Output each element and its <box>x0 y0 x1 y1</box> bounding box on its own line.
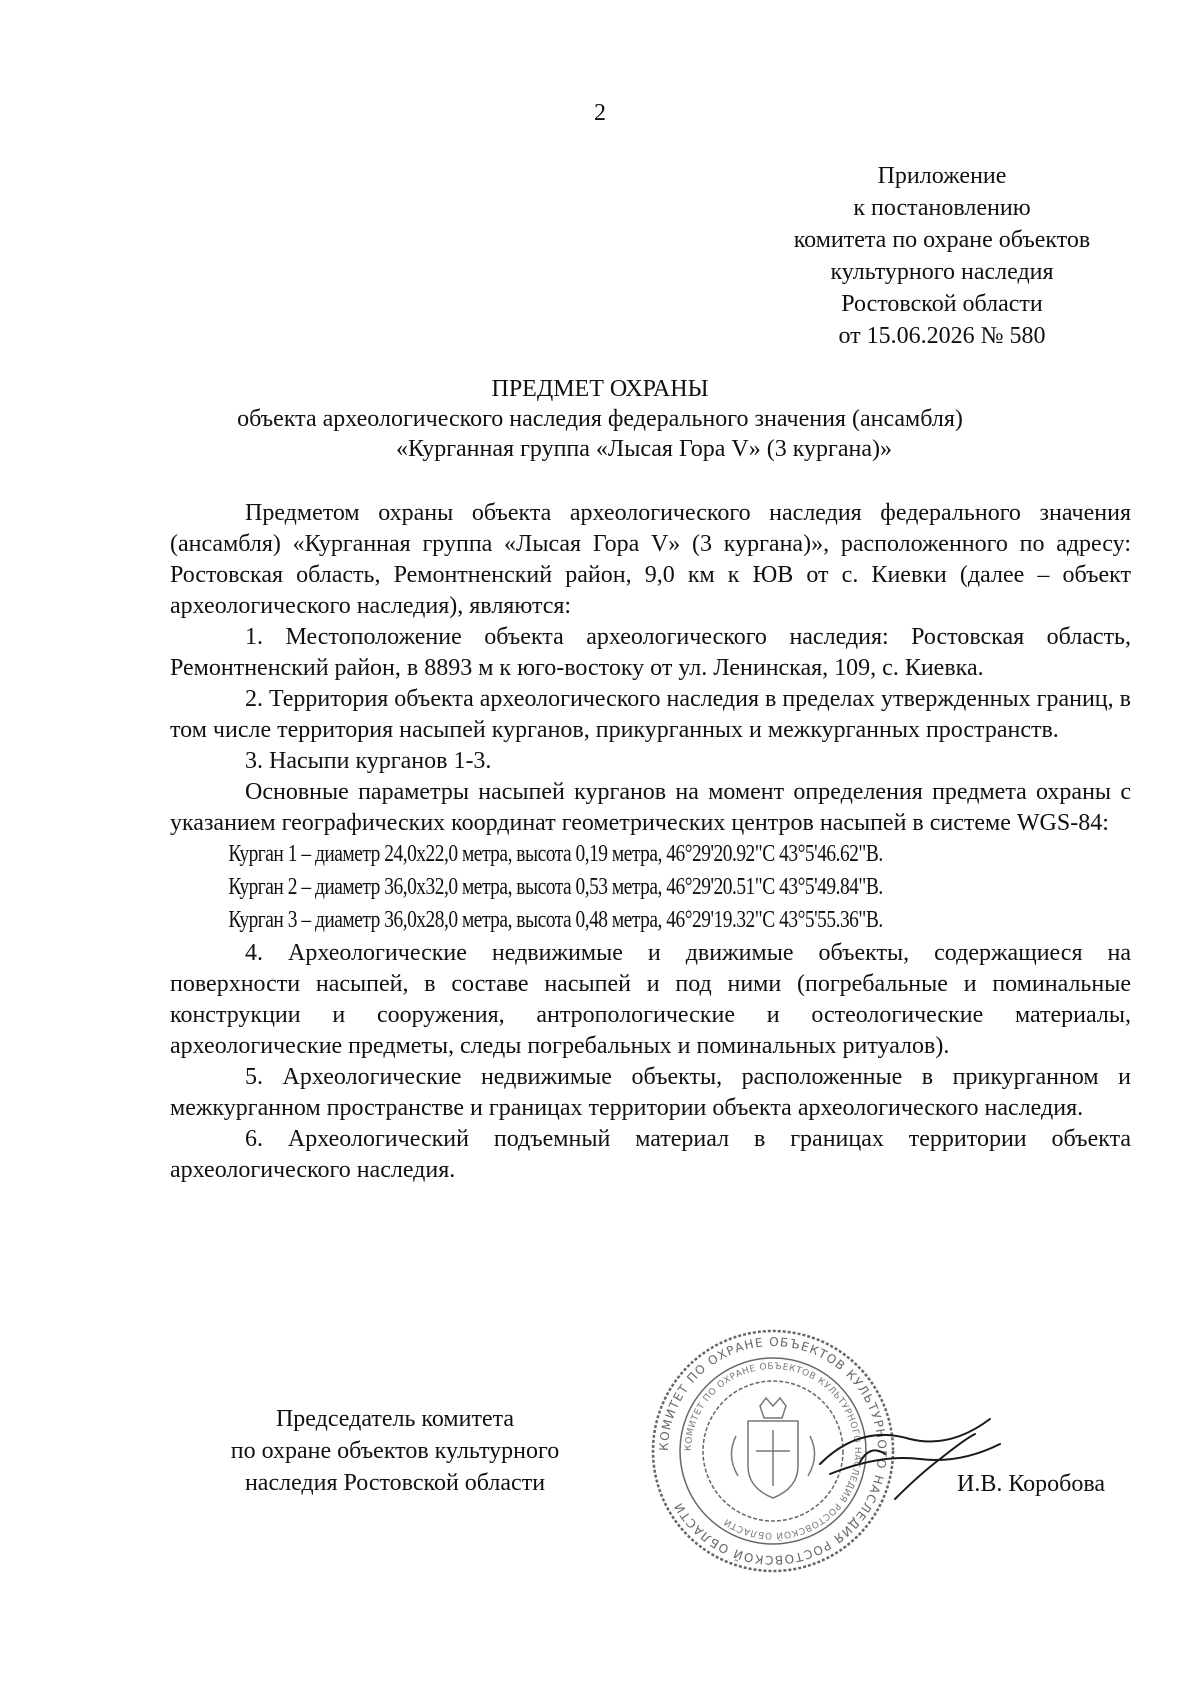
signatory-position-line: Председатель комитета <box>275 1406 515 1432</box>
appendix-line: к постановлению <box>853 195 1031 221</box>
item-mounds: 3. Насыпи курганов 1-3. <box>245 748 492 774</box>
signatory-position <box>160 1403 630 1499</box>
appendix-line: Ростовской области <box>841 291 1043 317</box>
barrow-row: Курган 3 – диаметр 36,0х28,0 метра, высота 0,48 метра, 46°29'19.32"С 43°5'55.36"В. <box>228 907 883 933</box>
item-territory: 2. Территория объекта археологического наследия в пределах утвержденных границ, в том числе территория насыпей курганов, прикурганных и межкурганных пространств. <box>170 686 1131 743</box>
document-body <box>170 498 1131 1186</box>
appendix-block <box>742 160 1142 352</box>
barrow-row: Курган 1 – диаметр 24,0х22,0 метра, высота 0,19 метра, 46°29'20.92"С 43°5'46.62"В. <box>228 841 883 867</box>
heading-title: ПРЕДМЕТ ОХРАНЫ <box>491 376 709 402</box>
appendix-line: от 15.06.2026 № 580 <box>838 323 1046 349</box>
item-location: 1. Местоположение объекта археологического наследия: Ростовская область, Ремонтненский район, в 8893 м к юго-востоку от ул. Ленинская, 109, с. Киевка. <box>170 624 1131 681</box>
item-surface-material: 6. Археологический подъемный материал в границах территории объекта археологического наследия. <box>170 1126 1131 1183</box>
signatory-position-line: по охране объектов культурного <box>230 1438 560 1464</box>
params-intro-paragraph: Основные параметры насыпей курганов на момент определения предмета охраны с указанием географических координат геометрических центров насыпей в системе WGS-84: <box>170 779 1131 836</box>
appendix-line: культурного наследия <box>830 259 1054 285</box>
appendix-line: комитета по охране объектов <box>793 227 1091 253</box>
heading-subtitle: объекта археологического наследия федерального значения (ансамбля) <box>237 406 963 432</box>
item-objects: 4. Археологические недвижимые и движимые объекты, содержащиеся на поверхности насыпей, в составе насыпей и под ними (погребальные и поминальные конструкции и сооружения, антропологические и остеологические материалы, археологические предметы, следы погребальных и поминальных ритуалов). <box>170 940 1131 1059</box>
appendix-line: Приложение <box>877 163 1007 189</box>
signatory-position-line: наследия Ростовской области <box>244 1470 546 1496</box>
document-heading <box>0 374 1200 464</box>
seal-inner-text: КОМИТЕТ ПО ОХРАНЕ ОБЪЕКТОВ КУЛЬТУРНОГО НАСЛЕДИЯ РОСТОВСКОЙ ОБЛАСТИ <box>683 1361 863 1541</box>
barrow-row: Курган 2 – диаметр 36,0х32,0 метра, высота 0,53 метра, 46°29'20.51"С 43°5'49.84"В. <box>228 874 883 900</box>
seal-outer-text: КОМИТЕТ ПО ОХРАНЕ ОБЪЕКТОВ КУЛЬТУРНОГО НАСЛЕДИЯ РОСТОВСКОЙ ОБЛАСТИ <box>656 1334 890 1568</box>
heading-subtitle-object: «Курганная группа «Лысая Гора V» (3 кургана)» <box>395 436 893 462</box>
item-immovable-objects: 5. Археологические недвижимые объекты, расположенные в прикурганном и межкурганном пространстве и границах территории объекта археологического наследия. <box>170 1064 1131 1121</box>
signatory-name: И.В. Коробова <box>957 1471 1106 1497</box>
page-number: 2 <box>594 100 606 126</box>
intro-paragraph: Предметом охраны объекта археологического наследия федерального значения (ансамбля) «Курганная группа «Лысая Гора V» (3 кургана)», расположенного по адресу: Ростовская область, Ремонтненский район, 9,0 км к ЮВ от с. Киевки (далее – объект археологического наследия), являются: <box>170 500 1131 619</box>
